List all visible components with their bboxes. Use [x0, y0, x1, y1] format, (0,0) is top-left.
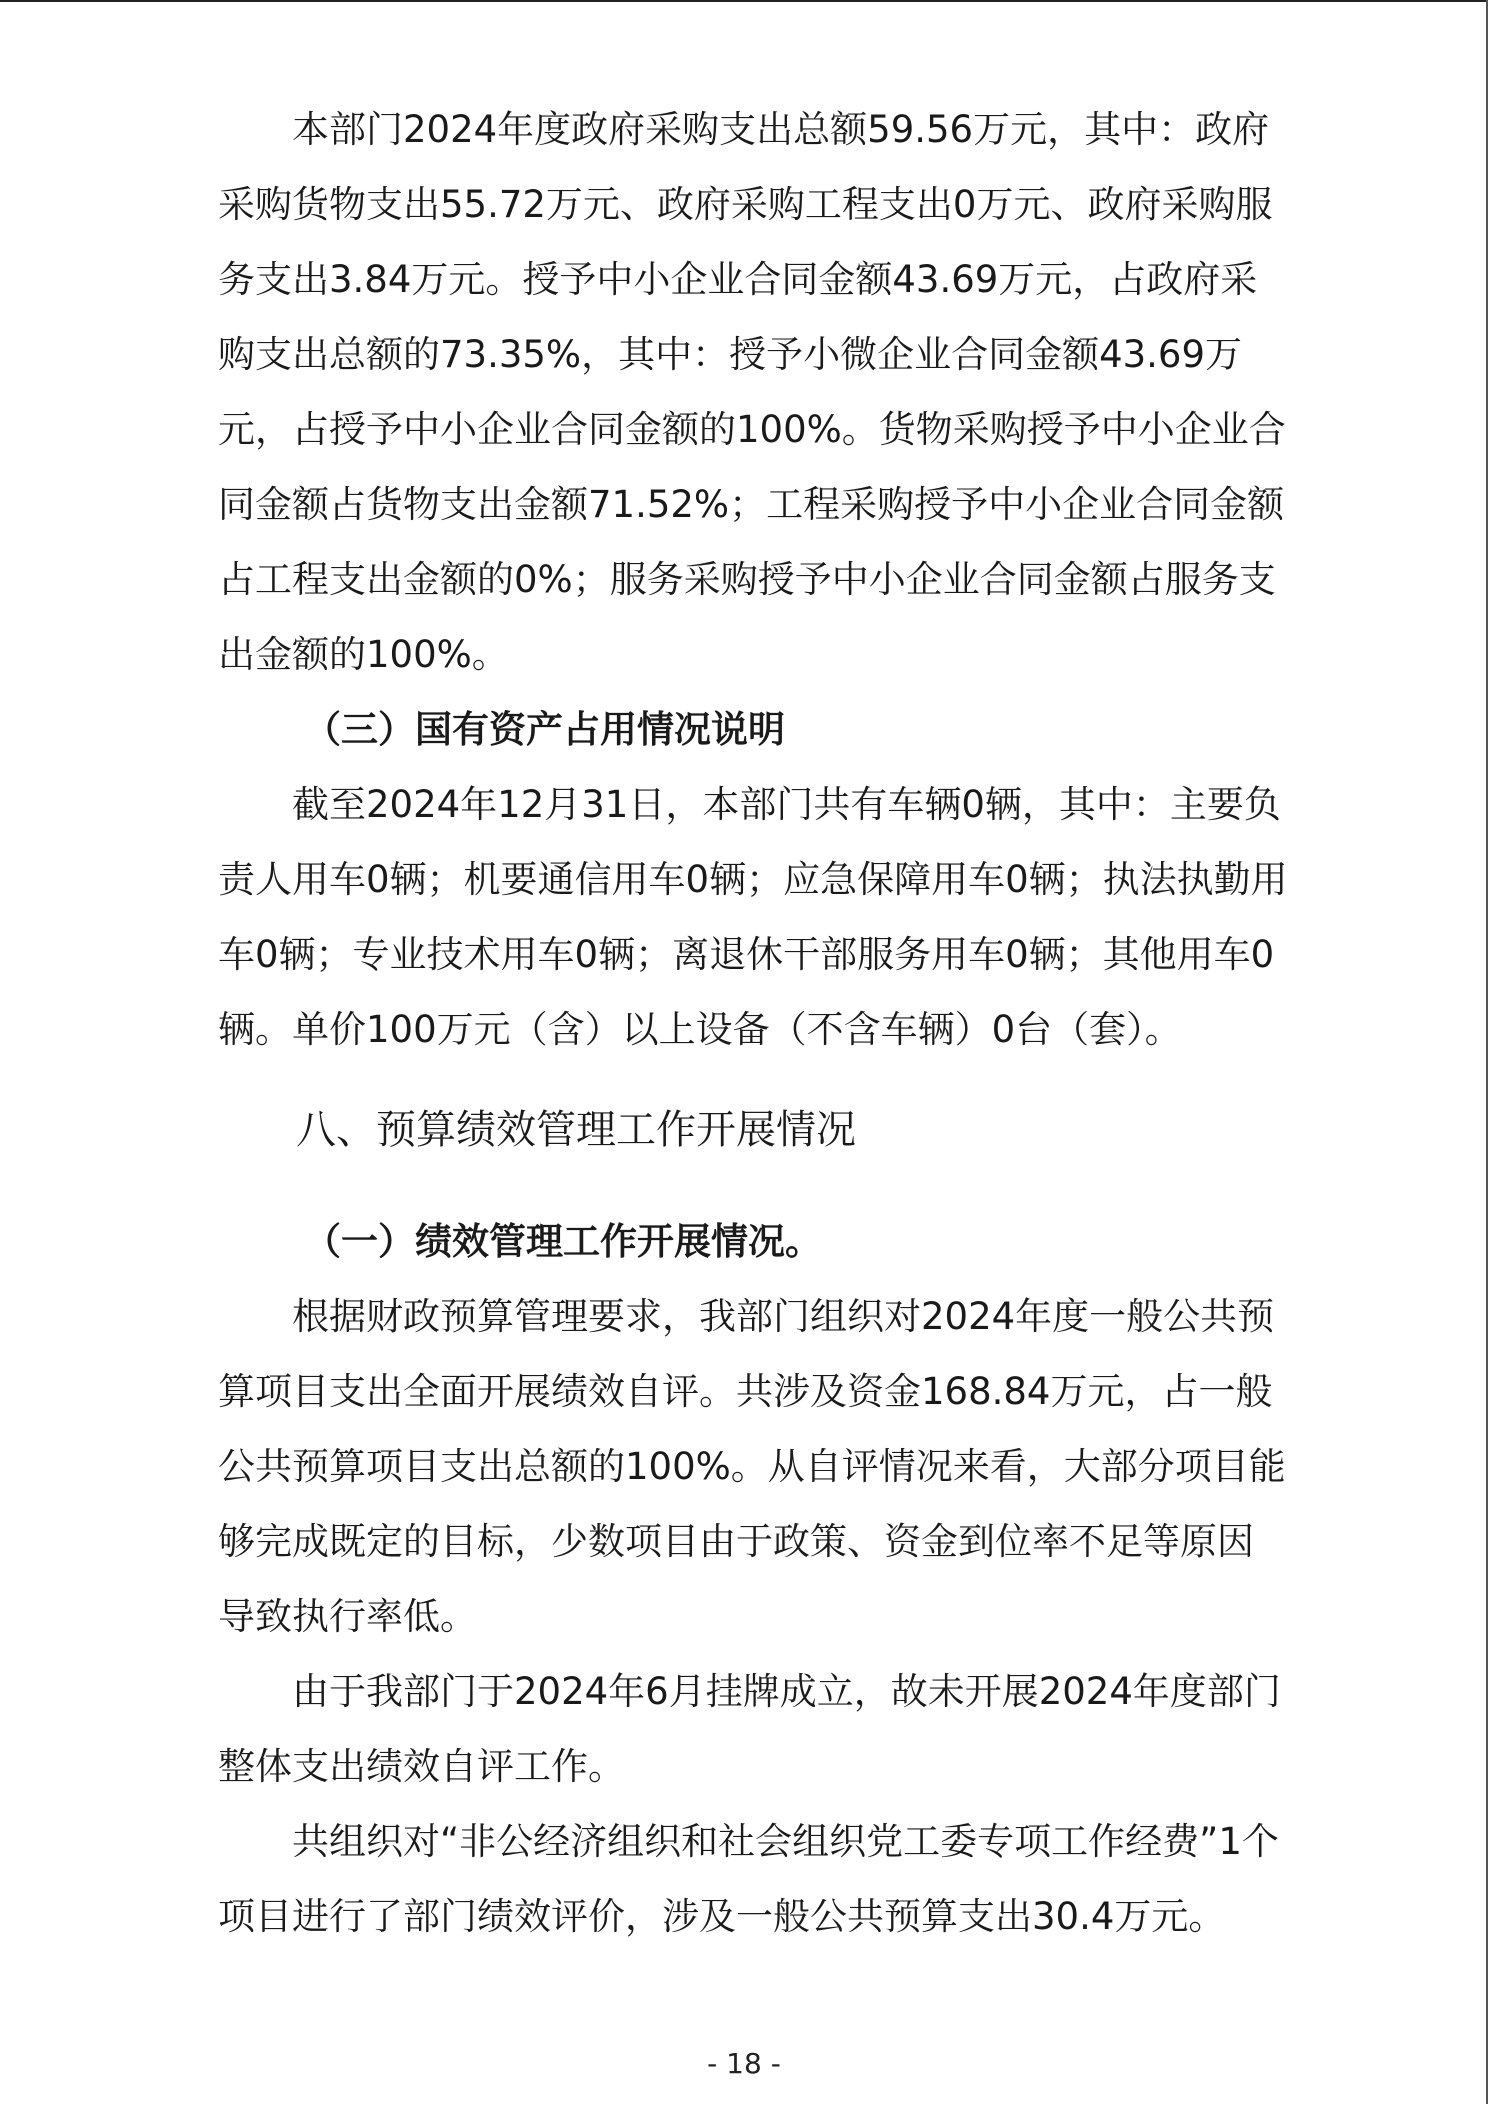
heading-state-assets: （三）国有资产占用情况说明: [304, 708, 785, 751]
page-number: - 18 -: [707, 2047, 781, 2080]
paragraph-project-evaluation: 共组织对“非公经济组织和社会组织党工委专项工作经费”1个项目进行了部门绩效评价，涉及一般公共预算支出30.4万元。: [218, 1820, 1279, 1938]
paragraph-vehicles: 截至2024年12月31日，本部门共有车辆0辆，其中：主要负责人用车0辆；机要通信用车0辆；应急保障用车0辆；执法执勤用车0辆；专业技术用车0辆；离退休干部服务用车0辆；其他用车0辆。单价100万元（含）以上设备（不含车辆）0台（套）。: [218, 783, 1288, 1051]
heading-chapter-eight: 八、预算绩效管理工作开展情况: [296, 1107, 856, 1153]
paragraph-establishment: 由于我部门于2024年6月挂牌成立，故未开展2024年度部门整体支出绩效自评工作。: [218, 1670, 1281, 1788]
document-page: [218, 92, 1288, 1954]
heading-performance-management: （一）绩效管理工作开展情况。: [304, 1220, 822, 1263]
page-top-border: [0, 0, 1488, 2]
paragraph-self-evaluation: 根据财政预算管理要求，我部门组织对2024年度一般公共预算项目支出全面开展绩效自评。共涉及资金168.84万元，占一般公共预算项目支出总额的100%。从自评情况来看，大部分项目能够完成既定的目标，少数项目由于政策、资金到位率不足等原因导致执行率低。: [218, 1295, 1286, 1638]
paragraph-procurement: 本部门2024年度政府采购支出总额59.56万元，其中：政府采购货物支出55.72万元、政府采购工程支出0万元、政府采购服务支出3.84万元。授予中小企业合同金额43.69万元，占政府采购支出总额的73.35%，其中：授予小微企业合同金额43.69万元，占授予中小企业合同金额的100%。货物采购授予中小企业合同金额占货物支出金额71.52%；工程采购授予中小企业合同金额占工程支出金额的0%；服务采购授予中小企业合同金额占服务支出金额的100%。: [218, 108, 1286, 676]
